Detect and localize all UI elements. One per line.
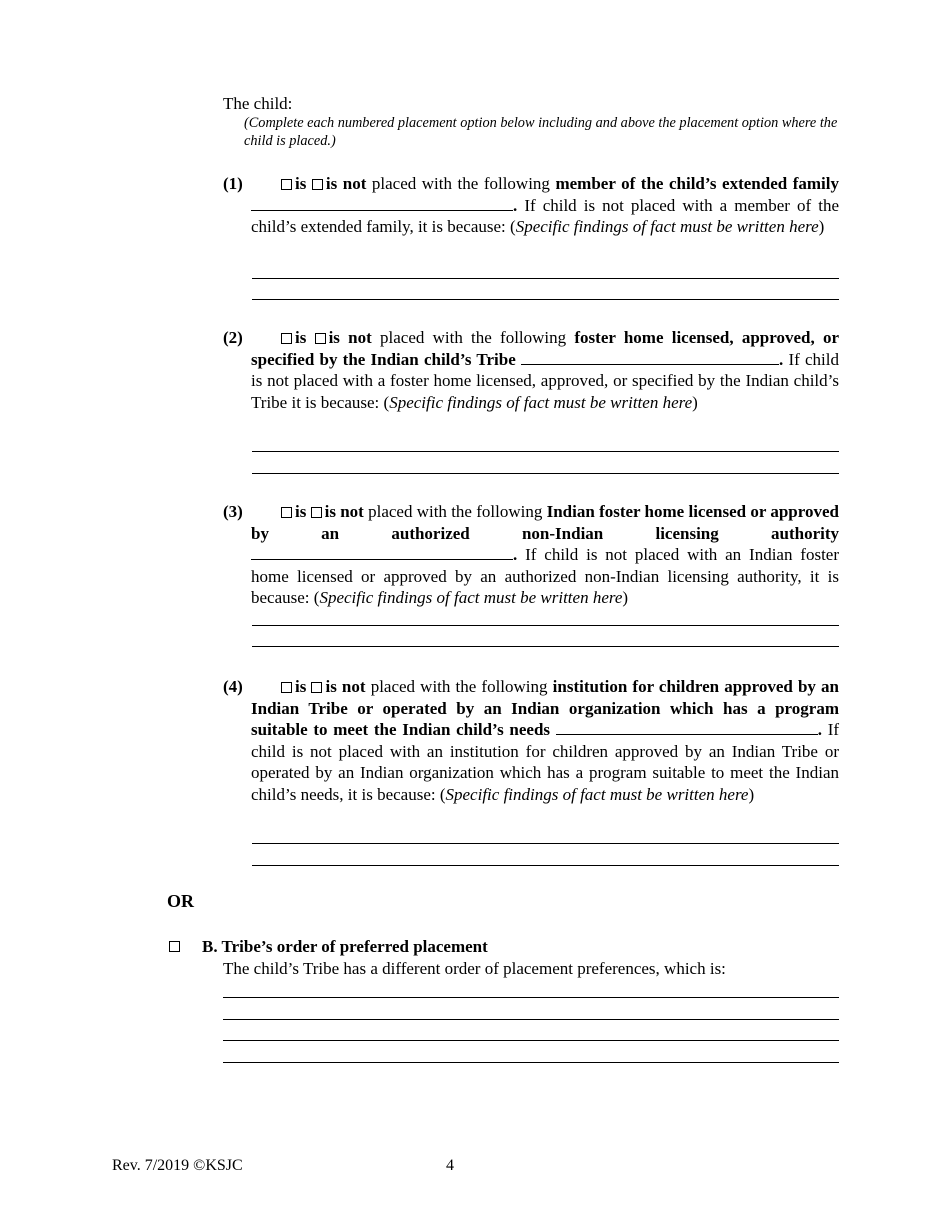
findings-prompt: Specific findings of fact must be written here: [389, 392, 693, 412]
placement-name-field[interactable]: [251, 196, 513, 211]
section-b-checkbox[interactable]: [169, 941, 180, 952]
is-not-label: is not: [325, 174, 367, 193]
is-label: is: [295, 328, 307, 347]
findings-prompt: Specific findings of fact must be written here: [319, 588, 623, 608]
preferences-line[interactable]: [223, 1019, 839, 1020]
placement-option-2: (2) is is not placed with the following foster home licensed, approved, or specified by the Indian child’s Tribe . If child is not placed with a foster home licensed, approved, or specified by the Indian child’s Tribe it is because: (Specific findings of fact must be written here): [223, 328, 839, 412]
is-not-checkbox[interactable]: [312, 179, 323, 190]
reason-text: If child is not placed with a foster home licensed, approved, or specified by the Indian child’s Tribe it is because: (: [251, 349, 839, 412]
is-not-label: is not: [325, 677, 366, 696]
is-not-checkbox[interactable]: [311, 682, 322, 693]
reason-text: If child is not placed with an institution for children approved by an Indian Tribe or operated by an Indian organization which has a program suitable to meet the Indian child’s needs, it is because: (: [251, 720, 840, 804]
section-b-heading: B. Tribe’s order of preferred placement: [202, 937, 488, 956]
option-number: (2): [223, 328, 243, 347]
footer-revision: Rev. 7/2019 ©KSJC: [112, 1157, 243, 1174]
reason-text: If child is not placed with a member of the child’s extended family, it is because: (: [251, 195, 839, 237]
preferences-line[interactable]: [223, 1062, 839, 1063]
option-number: (1): [223, 174, 243, 193]
placement-type: institution for children approved by an Indian Tribe or operated by an Indian organization which has a program suitable to meet the Indian child’s needs: [251, 677, 840, 740]
findings-line[interactable]: [252, 625, 839, 626]
is-label: is: [295, 174, 307, 193]
or-separator: OR: [167, 891, 194, 911]
is-label: is: [295, 677, 307, 696]
intro-instructions: (Complete each numbered placement option below including and above the placement option where the child is placed.): [244, 115, 838, 149]
preferences-line[interactable]: [223, 1040, 839, 1041]
findings-line[interactable]: [252, 646, 839, 647]
is-checkbox[interactable]: [281, 333, 292, 344]
placement-name-field[interactable]: [556, 720, 818, 735]
findings-line[interactable]: [252, 865, 839, 866]
is-not-label: is not: [328, 328, 372, 347]
placed-with-text: placed with the following: [370, 677, 548, 696]
is-not-checkbox[interactable]: [311, 507, 322, 518]
findings-prompt: Specific findings of fact must be written here: [515, 217, 819, 237]
preferences-line[interactable]: [223, 997, 839, 998]
placement-name-field[interactable]: [521, 350, 779, 365]
placement-name-field[interactable]: [251, 545, 513, 560]
placement-option-3: (3) is is not placed with the following Indian foster home licensed or approved by an authorized non-Indian licensing authority . If child is not placed with an Indian foster home licensed or approved by an authorized non-Indian licensing authority, it is because: (Specific findings of fact must be written here): [223, 502, 840, 608]
findings-prompt: Specific findings of fact must be written here: [445, 784, 749, 804]
findings-line[interactable]: [252, 843, 839, 844]
placement-type: Indian foster home licensed or approved by an authorized non-Indian licensing authority: [251, 502, 839, 543]
placement-type: member of the child’s extended family: [555, 174, 840, 193]
is-checkbox[interactable]: [281, 179, 292, 190]
section-b-text: The child’s Tribe has a different order of placement preferences, which is:: [223, 958, 726, 978]
page-number: 4: [446, 1157, 454, 1174]
findings-line[interactable]: [252, 278, 839, 279]
is-checkbox[interactable]: [281, 507, 292, 518]
placed-with-text: placed with the following: [380, 328, 567, 347]
is-not-checkbox[interactable]: [315, 333, 326, 344]
placement-type: foster home licensed, approved, or specified by the Indian child’s Tribe: [251, 328, 839, 369]
placement-option-4: (4) is is not placed with the following institution for children approved by an Indian Tribe or operated by an Indian organization which has a program suitable to meet the Indian child’s needs . If child is not placed with an institution for children approved by an Indian Tribe or operated by an Indian organization which has a program suitable to meet the Indian child’s needs, it is because: (Specific findings of fact must be written here): [223, 677, 840, 804]
section-b: [167, 936, 839, 979]
is-checkbox[interactable]: [281, 682, 292, 693]
placed-with-text: placed with the following: [371, 174, 550, 193]
option-number: (4): [223, 677, 243, 696]
findings-line[interactable]: [252, 451, 839, 452]
intro-title: The child:: [223, 94, 293, 113]
option-number: (3): [223, 502, 243, 521]
findings-line[interactable]: [252, 473, 839, 474]
reason-text: If child is not placed with an Indian foster home licensed or approved by an authorized non-Indian licensing authority, it is because: (: [251, 545, 840, 608]
placed-with-text: placed with the following: [368, 502, 543, 521]
is-not-label: is not: [324, 502, 364, 521]
is-label: is: [295, 502, 307, 521]
placement-option-1: (1) is is not placed with the following member of the child’s extended family . If child is not placed with a member of the child’s extended family, it is because: (Specific findings of fact must be written here): [223, 174, 840, 237]
findings-line[interactable]: [252, 299, 839, 300]
